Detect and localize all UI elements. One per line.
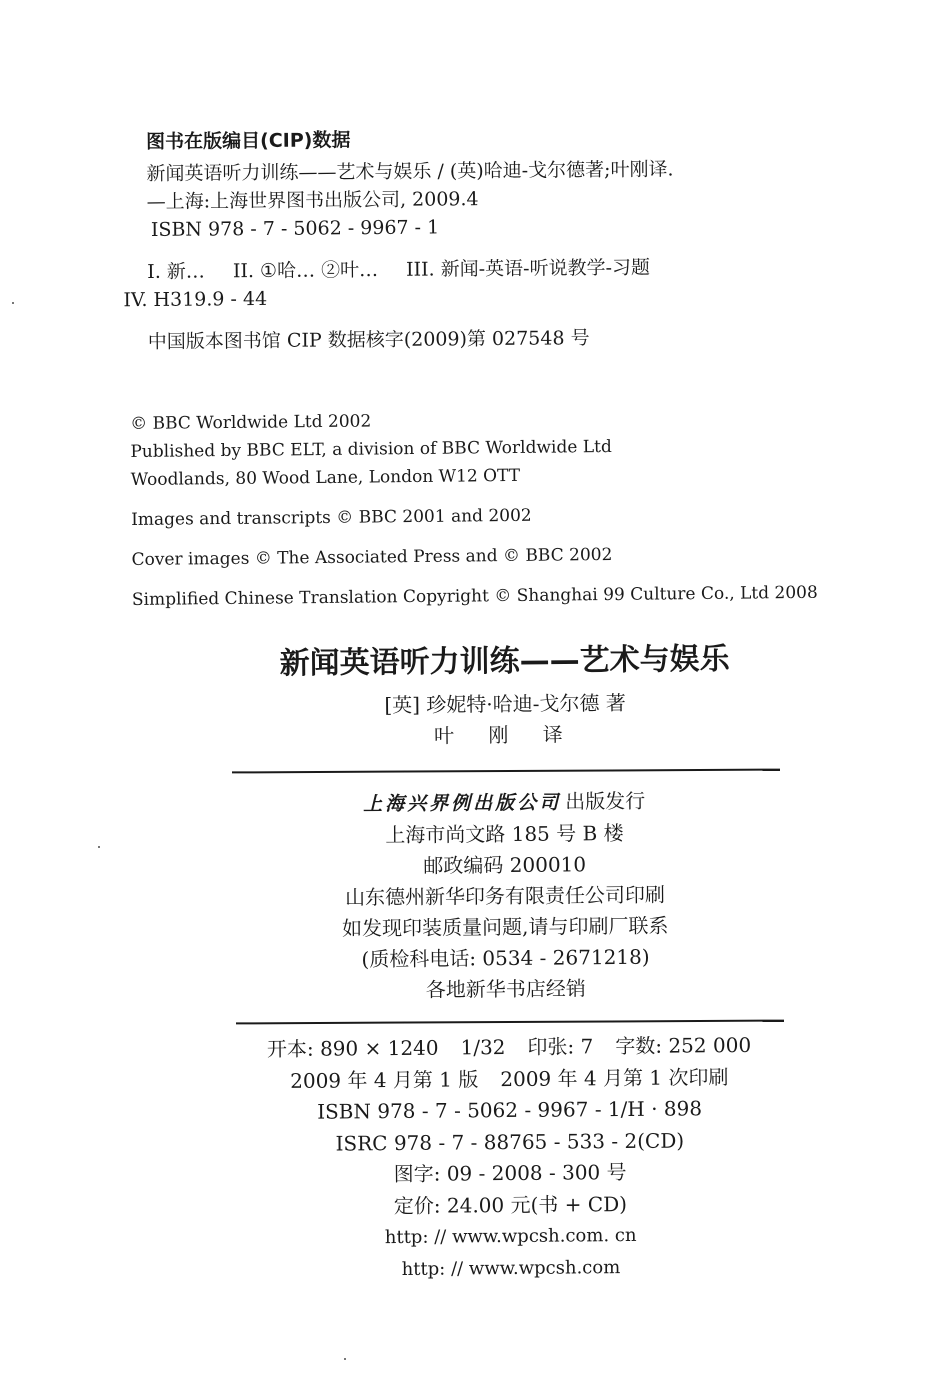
publisher-block	[0, 783, 950, 1010]
permit-line: 图字: 09 - 2008 - 300 号	[393, 1159, 627, 1187]
cip-verification: 中国版本图书馆 CIP 数据核字(2009)第 027548 号	[147, 327, 590, 353]
edition: 2009 年 4 月第 1 版	[290, 1066, 479, 1093]
divider-rule	[236, 1020, 784, 1025]
book-title-block	[0, 635, 950, 756]
scan-speck	[12, 302, 14, 304]
quality-phone: (质检科电话: 0534 - 2671218)	[361, 944, 650, 972]
quality-notice: 如发现印装质量问题,请与印刷厂联系	[341, 913, 669, 941]
cip-class-item: III. 新闻-英语-听说教学-习题	[406, 256, 651, 281]
publisher-action: 出版发行	[565, 788, 646, 814]
cip-publisher-line: —上海:上海世界图书出版公司, 2009.4	[146, 188, 479, 213]
format-size: 开本: 890 × 1240	[266, 1035, 439, 1062]
publisher-postcode: 邮政编码 200010	[423, 852, 587, 878]
website-link[interactable]: http: // www.wpcsh.com	[401, 1256, 621, 1280]
translation-copyright: Simplified Chinese Translation Copyright © Shanghai 99 Culture Co., Ltd 2008	[131, 582, 818, 610]
divider-rule	[232, 769, 780, 774]
book-author: [英] 珍妮特·哈迪-戈尔德 著	[384, 690, 626, 718]
cip-data-block	[123, 122, 868, 356]
scan-speck	[344, 1358, 346, 1360]
cover-copyright: Cover images © The Associated Press and © BBC 2002	[131, 544, 613, 570]
format-fold: 1/32	[460, 1035, 506, 1060]
website-link[interactable]: http: // www.wpcsh.com. cn	[384, 1224, 637, 1249]
cip-isbn-line: ISBN 978 - 7 - 5062 - 9967 - 1	[150, 216, 440, 241]
format-words: 字数: 252 000	[615, 1032, 752, 1059]
book-translator: 叶 刚 译	[433, 722, 577, 748]
cip-heading: 图书在版编目(CIP)数据	[146, 129, 351, 153]
publisher-address: 上海市尚文路 185 号 B 楼	[385, 820, 624, 848]
printer-name: 山东德州新华印务有限责任公司印刷	[344, 882, 666, 910]
printing: 2009 年 4 月第 1 次印刷	[500, 1064, 729, 1091]
specs-block	[0, 1028, 950, 1289]
cip-class-item: II. ①哈… ②叶…	[232, 258, 379, 283]
cip-class-item: I. 新…	[147, 260, 205, 283]
book-title: 新闻英语听力训练——艺术与娱乐	[279, 641, 730, 682]
copyright-line: Published by BBC ELT, a division of BBC Worldwide Ltd	[130, 436, 612, 462]
cip-title-line: 新闻英语听力训练——艺术与娱乐 / (英)哈迪-戈尔德著;叶刚译.	[146, 158, 674, 185]
copyright-block	[130, 402, 852, 614]
copyright-line: © BBC Worldwide Ltd 2002	[130, 411, 372, 434]
copyright-line: Woodlands, 80 Wood Lane, London W12 OTT	[130, 465, 521, 490]
images-copyright: Images and transcripts © BBC 2001 and 2002	[131, 505, 532, 530]
format-sheets: 印张: 7	[527, 1034, 594, 1059]
publisher-logo: 上海兴界例出版公司	[363, 791, 562, 816]
isrc-line: ISRC 978 - 7 - 88765 - 533 - 2(CD)	[335, 1127, 685, 1156]
distributor: 各地新华书店经销	[425, 976, 586, 1002]
price-line: 定价: 24.00 元(书 + CD)	[393, 1191, 628, 1218]
scan-speck	[98, 846, 100, 848]
isbn-line: ISBN 978 - 7 - 5062 - 9967 - 1/H · 898	[317, 1096, 703, 1124]
cip-class-line2: IV. H319.9 - 44	[123, 287, 268, 312]
